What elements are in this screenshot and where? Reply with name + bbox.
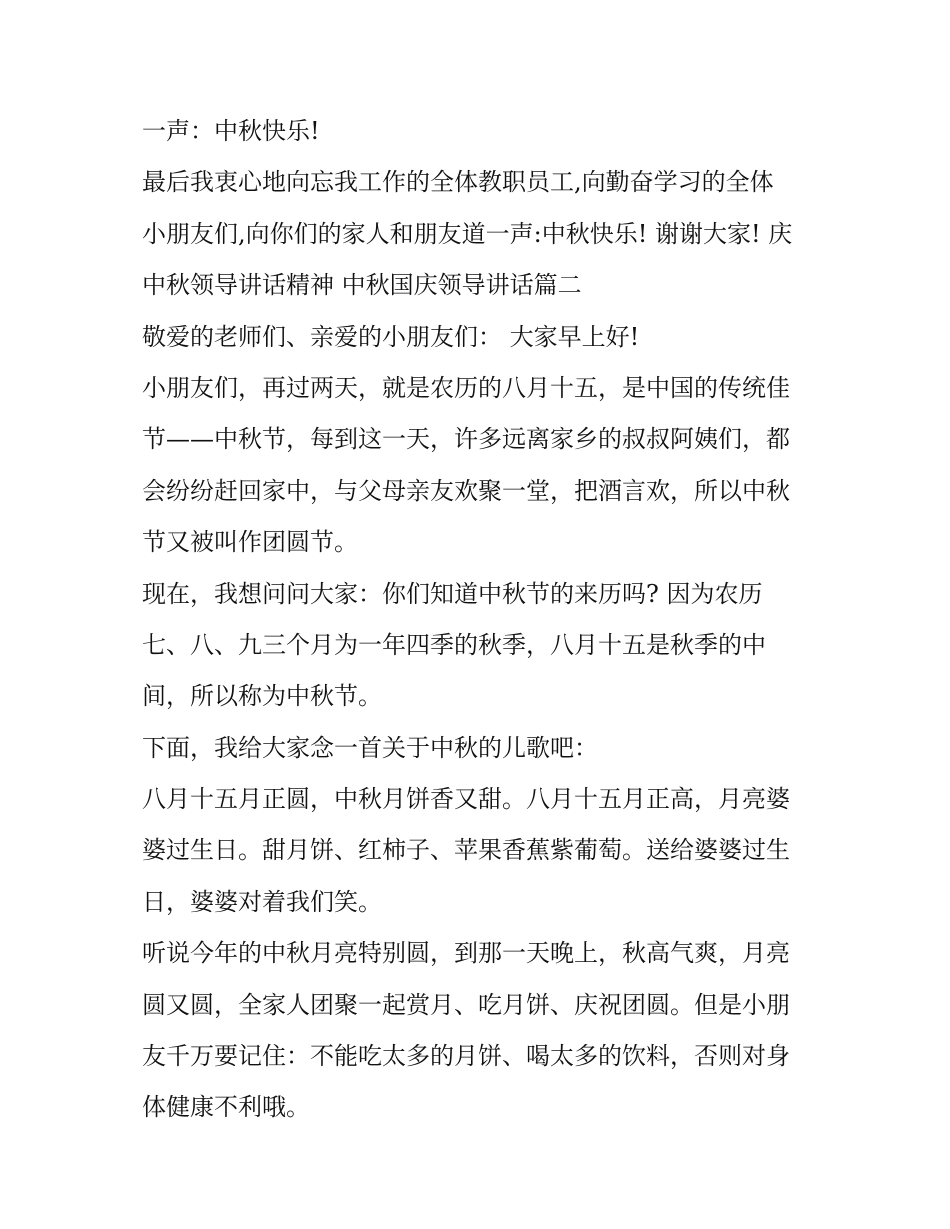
text-line: 小朋友们，再过两天，就是农历的八月十五，是中国的传统佳 — [142, 373, 790, 402]
text-line: 听说今年的中秋月亮特别圆，到那一天晚上，秋高气爽，月亮 — [142, 939, 790, 968]
text-line: 一声：中秋快乐! — [142, 117, 320, 145]
document-body — [142, 106, 822, 1134]
greeting-line: 敬爱的老师们、亲爱的小朋友们： 大家早上好! — [142, 322, 640, 351]
text-line: 圆又圆，全家人团聚一起赏月、吃月饼、庆祝团圆。但是小朋 — [142, 990, 790, 1019]
text-line: 现在，我想问问大家：你们知道中秋节的来历吗? 因为农历 — [142, 579, 763, 608]
text-line: 七、八、九三个月为一年四季的秋季，八月十五是秋季的中 — [142, 630, 766, 659]
text-line: 间，所以称为中秋节。 — [142, 682, 382, 711]
text-line: 小朋友们,向你们的家人和朋友道一声:中秋快乐! 谢谢大家! 庆 — [142, 219, 793, 248]
poem-line: 日，婆婆对着我们笑。 — [142, 887, 382, 916]
text-line: 会纷纷赶回家中，与父母亲友欢聚一堂，把酒言欢，所以中秋 — [142, 476, 790, 505]
text-line: 友千万要记住：不能吃太多的月饼、喝太多的饮料，否则对身 — [142, 1042, 790, 1071]
text-line: 最后我衷心地向忘我工作的全体教职员工,向勤奋学习的全体 — [142, 168, 774, 197]
section-heading: 中秋领导讲话精神 中秋国庆领导讲话篇二 — [142, 271, 582, 300]
poem-line: 婆过生日。甜月饼、红柿子、苹果香蕉紫葡萄。送给婆婆过生 — [142, 836, 790, 865]
text-line: 节——中秋节，每到这一天，许多远离家乡的叔叔阿姨们，都 — [142, 425, 790, 454]
text-line: 体健康不利哦。 — [142, 1093, 310, 1122]
poem-line: 八月十五月正圆，中秋月饼香又甜。八月十五月正高，月亮婆 — [142, 785, 790, 814]
text-line: 下面，我给大家念一首关于中秋的儿歌吧： — [142, 733, 598, 762]
text-line: 节又被叫作团圆节。 — [142, 528, 358, 557]
